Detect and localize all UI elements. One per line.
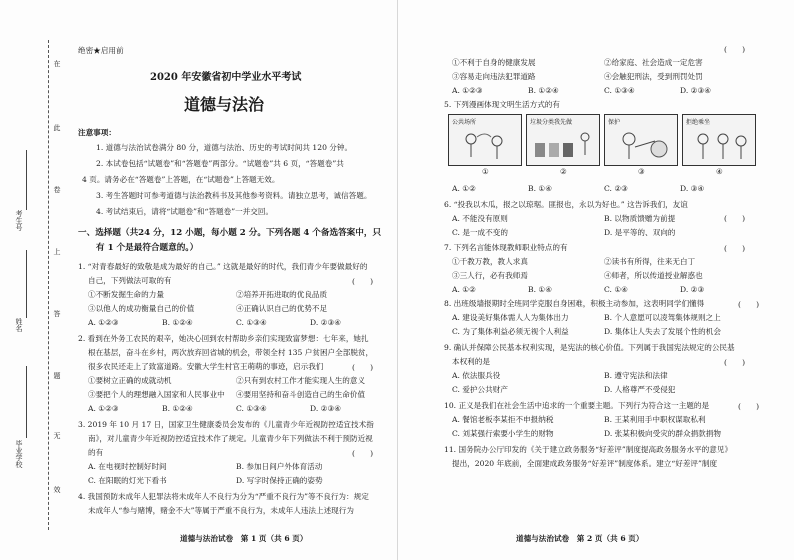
q2-answer-paren[interactable]: ( ): [352, 363, 374, 372]
bind-char: 此: [53, 124, 61, 131]
q4-choice-d[interactable]: D. ②③④: [680, 86, 712, 95]
q9-choice-b[interactable]: B. 遵守宪法和法律: [604, 371, 668, 380]
q10-answer-paren[interactable]: ( ): [738, 402, 760, 411]
q4-option: ①不利于自身的健康发展: [452, 58, 536, 67]
q3-choice-c[interactable]: C. 在阳眠的灯光下看书: [88, 476, 167, 485]
exam-number-label: 考生号: [15, 210, 23, 231]
q6-answer-paren[interactable]: ( ): [724, 214, 746, 223]
q9-choice-d[interactable]: D. 人格尊严不受侵犯: [604, 385, 676, 394]
q2-stem: 2. 看到在外务工农民的艰辛，她决心回到农村帮助乡亲们实现致富梦想：七年来，她扎: [78, 334, 369, 343]
q2-option: ①要树立正确的成就动机: [88, 376, 172, 385]
q10-choice-d[interactable]: D. 张某积极向受灾的群众捐款捐物: [604, 429, 721, 438]
cartoon-panel-2: [526, 114, 600, 166]
q1-option: ③以他人的成功衡量自己的价值: [88, 304, 195, 313]
cartoon-panel-1: [448, 114, 522, 166]
bind-char: 上: [53, 248, 61, 255]
q1-choice-a[interactable]: A. ①②③: [88, 318, 119, 327]
note-line: 4. 考试结束后，请将“试题卷”和“答题卷”一并交回。: [96, 207, 274, 216]
school-line[interactable]: [26, 366, 27, 438]
q9-choice-c[interactable]: C. 爱护公共财产: [452, 385, 508, 394]
q7-stem: 7. 下列名言能体现教师职业特点的有: [444, 243, 568, 252]
q5-choice-c[interactable]: C. ②③: [604, 184, 628, 193]
q4-choice-b[interactable]: B. ①②④: [528, 86, 559, 95]
q6-stem: 6. “投我以木瓜，报之以琼琚。匪报也，永以为好也。” 这告诉我们，友谊: [444, 200, 688, 209]
cartoon-panel-3: [604, 114, 678, 166]
q2-choice-d[interactable]: D. ②③④: [310, 404, 342, 413]
q1-stem: 1. “对青春最好的致敬是成为最好的自己。” 这就是最好的时代，我们青少年要做最好的: [78, 262, 368, 271]
q3-choice-a[interactable]: A. 在电视时控制好时间: [88, 462, 167, 471]
q3-choice-b[interactable]: B. 参加日间户外体育活动: [236, 462, 323, 471]
binding-strip: [0, 0, 70, 560]
note-line: 3. 考生答题时可参考道德与法治教科书及其他参考资料。请独立思考，诚信答题。: [96, 191, 372, 200]
q9-answer-paren[interactable]: ( ): [724, 358, 746, 367]
note-line: 4 页。请务必在“答题卷”上答题，在“试题卷”上答题无效。: [82, 175, 280, 184]
notes-heading: 注意事项：: [78, 128, 116, 137]
q4-choice-a[interactable]: A. ①②③: [452, 86, 483, 95]
q10-stem: 10. 正义是我们在社会生活中追求的一个重要主题。下列行为符合这一主题的是: [444, 401, 710, 410]
q6-choice-b[interactable]: B. 以物质馈赠为前提: [604, 214, 676, 223]
q2-choice-a[interactable]: A. ①②③: [88, 404, 119, 413]
q2-option: ④要用坚持和奋斗创造自己的生命价值: [236, 390, 366, 399]
q7-option: ③三人行，必有我师焉: [452, 271, 528, 280]
q2-stem-cont: 根在基层，奋斗在乡村，两次放弃回省城的机会，带领全村 135 户贫困户全部脱贫，: [88, 348, 374, 357]
q4-option: ③容易走向违法犯罪道路: [452, 72, 536, 81]
q5-choice-d[interactable]: D. ③④: [680, 184, 705, 193]
q5-choice-b[interactable]: B. ①④: [528, 184, 553, 193]
q10-choice-c[interactable]: C. 刘某强行索要小学生的财物: [452, 429, 554, 438]
exam-title: 2020 年安徽省初中学业水平考试: [150, 72, 302, 83]
q3-choice-d[interactable]: D. 写字时保持正确的姿势: [236, 476, 323, 485]
q3-stem-cont: 的有: [88, 448, 104, 457]
q2-choice-b[interactable]: B. ①②④: [162, 404, 193, 413]
exam-page-2: [397, 0, 794, 560]
q1-option: ④正确认识自己的优势不足: [236, 304, 328, 313]
q1-choice-c[interactable]: C. ①③④: [236, 318, 267, 327]
q8-choice-a[interactable]: A. 建设美好集体需人人为集体出力: [452, 313, 569, 322]
q4-answer-paren[interactable]: ( ): [724, 45, 746, 54]
q3-stem-cont: 南》，对儿童青少年近视防控适宜技术作了规定。儿童青少年下列做法不利于预防近视: [88, 434, 373, 443]
q8-choice-b[interactable]: B. 个人意愿可以凌驾集体规则之上: [604, 313, 721, 322]
q2-stem-cont: 很多农民还走上了致富道路。安徽大学生村官王萌萌的事迹，启示我们: [88, 362, 324, 371]
cartoon-label: ②: [560, 167, 567, 176]
q5-choice-a[interactable]: A. ①②: [452, 184, 476, 193]
q6-choice-a[interactable]: A. 不能没有原则: [452, 214, 508, 223]
name-label: 姓名: [15, 318, 23, 332]
cartoon-caption: 公共场所: [452, 119, 477, 126]
q1-option: ②培养开拓进取的优良品质: [236, 290, 328, 299]
q7-choice-a[interactable]: A. ①②: [452, 285, 476, 294]
bind-char: 卷: [53, 186, 61, 193]
cartoon-label: ①: [482, 167, 489, 176]
q1-choice-d[interactable]: D. ②③④: [310, 318, 342, 327]
q4-choice-c[interactable]: C. ①③④: [604, 86, 635, 95]
name-line[interactable]: [26, 250, 27, 318]
cartoon-label: ④: [716, 167, 723, 176]
binding-dashed-line: [48, 40, 49, 530]
page-footer: 道德与法治试卷 第 1 页（共 6 页）: [180, 534, 308, 543]
q9-stem-cont: 本权利的是: [452, 357, 490, 366]
q5-stem: 5. 下列漫画体现文明生活方式的有: [444, 100, 560, 109]
bind-char: 答: [53, 310, 61, 317]
cartoon-panel-4: [682, 114, 756, 166]
q8-answer-paren[interactable]: ( ): [738, 300, 760, 309]
q4-option: ②给家庭、社会造成一定危害: [604, 58, 703, 67]
bind-char: 题: [53, 372, 61, 379]
q7-option: ①千教万教，教人求真: [452, 257, 528, 266]
q7-option: ②读书有所得，往来无白丁: [604, 257, 696, 266]
q7-choice-d[interactable]: D. ②③: [680, 285, 705, 294]
page-footer: 道德与法治试卷 第 2 页（共 6 页）: [516, 534, 644, 543]
cartoon-caption: 拒绝乘坐: [686, 119, 711, 126]
cartoon-label: ③: [638, 167, 645, 176]
cartoon-caption: 保护: [608, 119, 621, 126]
q7-choice-c[interactable]: C. ①④: [604, 285, 628, 294]
q8-choice-d[interactable]: D. 集体让人失去了发展个性的机会: [604, 327, 721, 336]
cartoon-figure: [683, 115, 755, 165]
q2-option: ②只有到农村工作才能实现人生的意义: [236, 376, 366, 385]
q11-stem: 11. 国务院办公厅印发的《关于建立政务服务“好差评”制度提高政务服务水平的意见》: [444, 445, 733, 454]
q7-choice-b[interactable]: B. ①④: [528, 285, 553, 294]
q8-choice-c[interactable]: C. 为了集体利益必须无视个人利益: [452, 327, 569, 336]
school-label: 毕业学校: [15, 440, 23, 468]
q1-stem-cont: 自己，下列做法可取的有: [88, 276, 172, 285]
section-heading-cont: 有 1 个是最符合题意的。）: [96, 243, 199, 253]
bind-char: 无: [53, 432, 61, 439]
cartoon-figure: [605, 115, 677, 165]
q4-stem: 4. 我国预防未成年人犯罪法将未成年人不良行为分为“严重不良行为”等不良行为：规定: [78, 492, 369, 501]
q1-option: ①不断发掘生命的力量: [88, 290, 164, 299]
q10-choice-b[interactable]: B. 王某利用手中职权谋取私利: [604, 415, 706, 424]
q3-answer-paren[interactable]: ( ): [352, 449, 374, 458]
bind-char: 效: [53, 486, 61, 493]
q7-answer-paren[interactable]: ( ): [724, 244, 746, 253]
cartoon-figure: [527, 115, 599, 165]
cartoon-figure: [449, 115, 521, 165]
q1-answer-paren[interactable]: ( ): [352, 277, 374, 286]
q2-choice-c[interactable]: C. ①③④: [236, 404, 267, 413]
q4-stem-cont: 未成年人“参与赌博，赌金不大”等属于严重不良行为，未成年人违法上述现行为: [88, 506, 354, 515]
q3-stem: 3. 2019 年 10 月 17 日，国家卫生健康委员会发布的《儿童青少年近视防控适宜技术指: [78, 420, 374, 429]
secret-mark: 绝密★启用前: [78, 46, 124, 55]
subject-title: 道德与法治: [184, 95, 265, 114]
q10-choice-a[interactable]: A. 餐馆老板李某拒不申报纳税: [452, 415, 554, 424]
q2-option: ③要把个人的理想融入国家和人民事业中: [88, 390, 225, 399]
q4-option: ④会触犯刑法，受到刑罚处罚: [604, 72, 703, 81]
q6-choice-c[interactable]: C. 是一成不变的: [452, 228, 508, 237]
q9-choice-a[interactable]: A. 依法服兵役: [452, 371, 501, 380]
q6-choice-d[interactable]: D. 是平等的、双向的: [604, 228, 676, 237]
q8-stem: 8. 出班级墙报期时全班同学克服自身困难，积极主动参加，这表明同学们懂得: [444, 299, 705, 308]
q1-choice-b[interactable]: B. ①②④: [162, 318, 193, 327]
exam-number-line[interactable]: [26, 150, 27, 210]
note-line: 1. 道德与法治试卷满分 80 分，道德与法治、历史的考试时间共 120 分钟。: [96, 143, 353, 152]
q11-stem-cont: 提出，2020 年底前，全面建成政务服务“好差评”制度体系。建立“好差评”制度: [452, 459, 718, 468]
q7-option: ④师者，所以传道授业解惑也: [604, 271, 703, 280]
q9-stem: 9. 确认并保障公民基本权利实现，是宪法的核心价值。下列属于我国宪法规定的公民基: [444, 343, 735, 352]
cartoon-caption: 垃圾分类我先做: [530, 119, 573, 126]
bind-char: 在: [53, 60, 61, 67]
section-heading: 一、选择题（共24 分，12 小题，每小题 2 分。下列各题 4 个备选答案中，只: [78, 228, 382, 238]
note-line: 2. 本试卷包括“试题卷”和“答题卷”两部分。“试题卷”共 6 页，“答题卷”共: [96, 159, 344, 168]
